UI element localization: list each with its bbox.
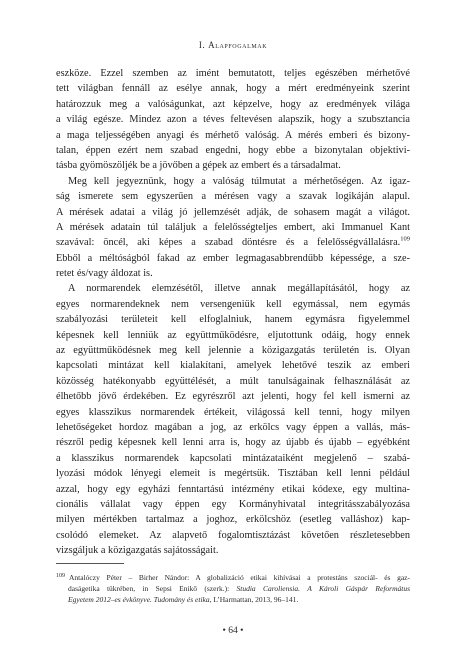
footnote-source-title: Studia Caroliensia. A Károli Gáspár Református	[236, 584, 411, 593]
text-line: talan, éppen ezért nem szabad engedni, hogy ebbe a bizonytalan objektivi-	[56, 144, 410, 156]
text-line: a világ egésze. Mindez azon a téves feltevésen alapszik, hogy a szubsztancia	[56, 114, 410, 126]
text-line: Ebből a méltóságból fakad az ember legmagasabbrendűbb képessége, a sze-	[56, 252, 410, 264]
text-line: részről pedig képesnek kell lenni arra is, hogy az újabb és újabb – egyébként	[56, 437, 410, 449]
text-line: szavával: öncél, aki képes a szabad döntésre és a felelősségvállalásra.	[56, 237, 401, 249]
text-line: eszköze. Ezzel szemben az imént bemutatott, teljes egészében mérhetővé	[56, 68, 410, 79]
footnote-source-title: Egyetem 2012–es évkönyve. Tudomány és etika	[68, 595, 210, 604]
footnote-line	[56, 594, 410, 605]
text-line: retet és/vagy áldozat is.	[56, 268, 153, 280]
text-line: Meg kell jegyeznünk, hogy a valóság túlmutat a mérhetőségen. Az igaz-	[68, 175, 410, 187]
text-line: azzal, hogy egy egyházi fenntartású intézmény etikai kódexe, egy multina-	[56, 483, 410, 495]
text-line: az együttműködésnek meg kell jelennie a közigazgatás területén is. Olyan	[56, 345, 410, 357]
footnote-reference[interactable]: 109	[400, 235, 410, 243]
text-line: milyen mértékben tartalmaz a joghoz, erkölcshöz (esetleg valláshoz) kap-	[56, 514, 410, 526]
text-line: csolódó elemeket. Az alapvető fogalomtisztázást követően részletesebben	[56, 529, 410, 541]
footnote-text: daságetika tükrében, in Sepsi Enikő (szerk.):	[68, 584, 237, 593]
footnote-line	[56, 583, 410, 594]
text-line: A normarendek elemzésétől, illetve annak megállapításától, hogy az	[68, 283, 410, 295]
footnote-divider	[56, 563, 124, 564]
running-header	[0, 40, 466, 50]
text-line: A mérések adatai a világ jó jellemzését adják, de sohasem magát a világot.	[56, 206, 410, 218]
text-line: ság ismerete sem egyszerűen a mérésen vagy a szavak logikáján alapul.	[56, 191, 410, 203]
text-line: élhetőbb jövő érdekében. Ez egyrészről azt jelenti, hogy fel kell ismerni az	[56, 391, 410, 403]
text-line: cionális vállalat vagy éppen egy Kormányhivatal integritásszabályozása	[56, 498, 410, 510]
text-line: közösség hatékonyabb együttélését, a múlt tanulságainak felhasználását az	[56, 375, 410, 387]
text-line: A mérések adatain túl találjuk a felelősségteljes embert, aki Immanuel Kant	[56, 221, 410, 233]
body-text	[56, 66, 410, 559]
chapter-number: I.	[198, 40, 206, 50]
text-line: kapcsolati mintázat kell kialakítani, amelyek lehetővé teszik az emberi	[56, 360, 410, 372]
text-line: lyozási módok lényegi elemeit is megértsük. Tisztában kell lenni például	[56, 468, 410, 480]
text-line: tett világban fennáll az esélye annak, hogy a mért eredményeink szerint	[56, 83, 410, 95]
text-line: vizsgáljuk a közigazgatás sajátosságait.	[56, 545, 219, 557]
text-line: képesnek kell lenniük az együttműködésre, eljutottunk odáig, hogy ennek	[56, 329, 410, 341]
text-line: egyes normarendeknek nem versengeniük kell egymással, nem egymás	[56, 298, 410, 310]
chapter-title: Alapfogalmak	[208, 40, 268, 50]
text-line: lehetőségeket hordoz magában a jog, az erkölcs vagy éppen a vallás, más-	[56, 421, 410, 433]
text-line: tásba gyömöszöljék be a jövőben a gépek az embert és a társadalmat.	[56, 160, 341, 172]
text-line: szabályozási területeit kell elfoglalniuk, hanem egymásra figyelemmel	[56, 314, 410, 326]
text-line: a maga teljességében anyagi és mérhető valóság. A mérés emberi és bizony-	[56, 129, 410, 141]
footnote-text: Antalóczy Péter – Birher Nándor: A globalizáció etikai kihívásai a protestáns szociál- és gaz-	[69, 573, 410, 582]
footnote-number: 109	[56, 572, 65, 579]
footnote-text: , L’Harmattan, 2013, 96–141.	[209, 595, 299, 604]
footnote-line	[56, 572, 410, 583]
text-line: egyes klasszikus normarendek értékeit, világossá kell tenni, hogy milyen	[56, 406, 410, 418]
page-number: • 64 •	[222, 626, 244, 636]
text-line: határozzuk meg a valóságunkat, azt képzelve, hogy az eredmények világa	[56, 98, 410, 110]
text-line-with-footnote-ref	[56, 235, 410, 250]
footnote	[56, 572, 410, 605]
text-line: a klasszikus normarendek kapcsolati mintázataiként megjelenő – szabá-	[56, 452, 410, 464]
